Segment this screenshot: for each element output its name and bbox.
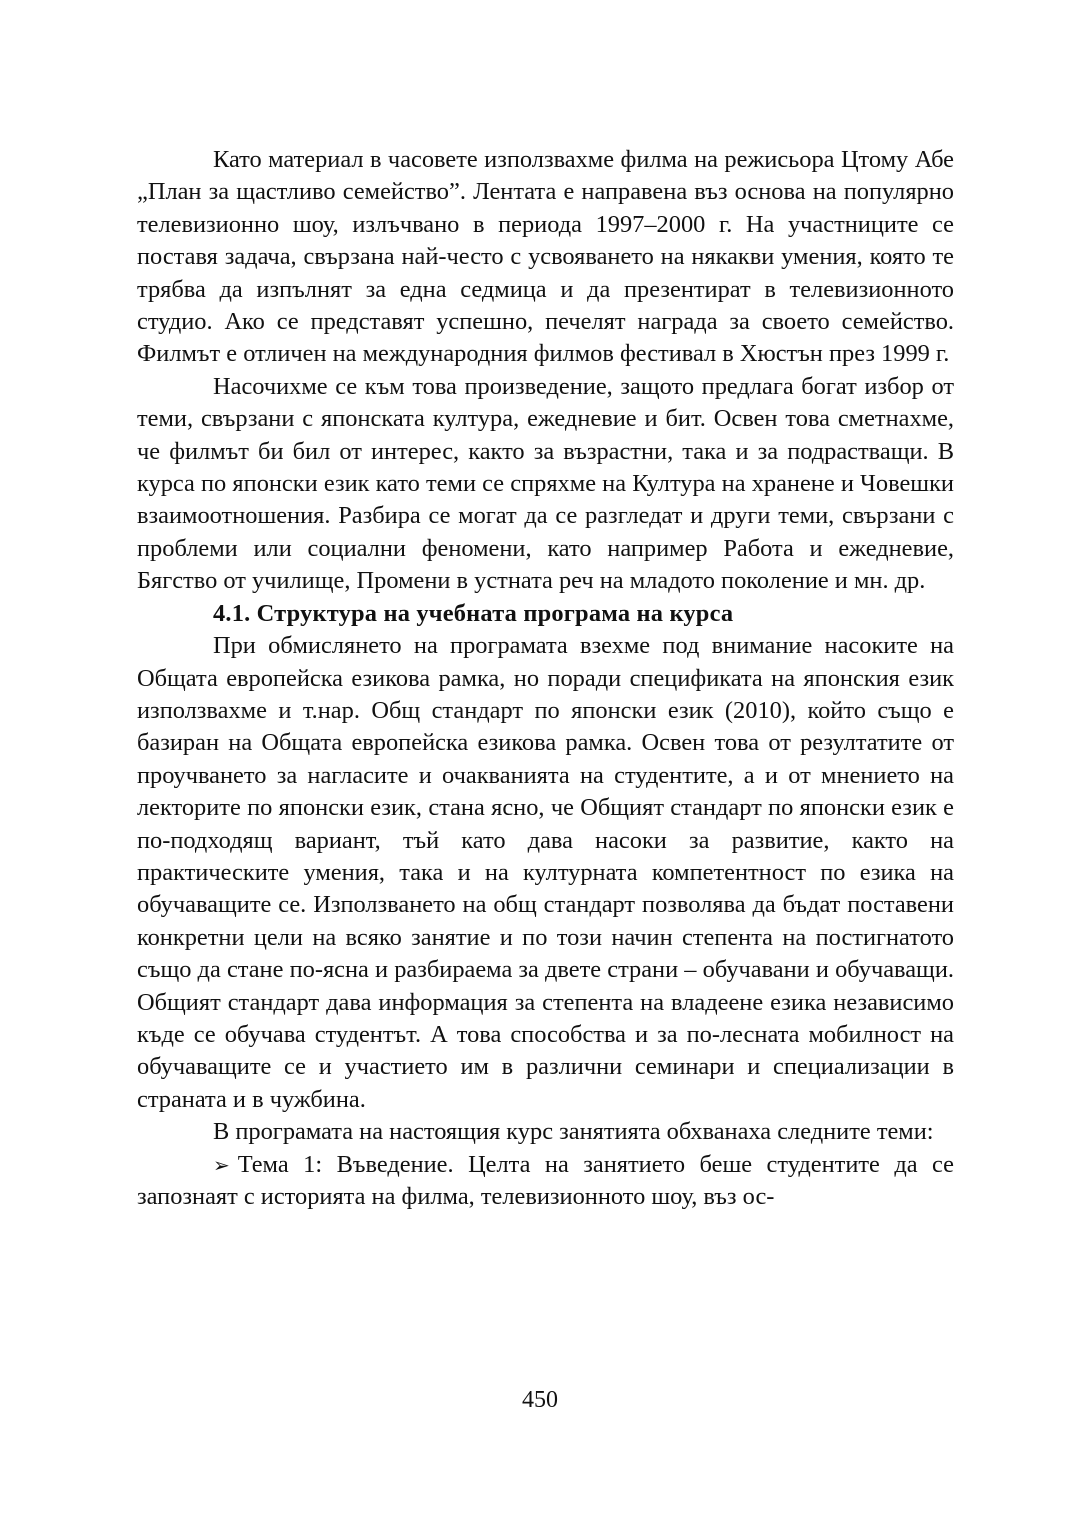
paragraph-course-topics-intro: В програмата на настоящия курс занятията обхванаха следните теми: <box>213 1118 934 1146</box>
page-number: 450 <box>522 1387 558 1413</box>
page-body <box>137 144 954 1213</box>
paragraph-program-design: При обмислянето на програмата взехме под внимание насоките на Общата европейска езикова рамка, но поради спецификата на японския език използвахме и т.нар. Общ стандарт по японски език (2010), който също е базиран на Общата европейска езикова рамка. Освен това от резултатите от проучването за нагласите и очакванията на студентите, а и от мнението на лекторите по японски език, стана ясно, че Общият стандарт по японски език е по-подходящ вариант, тъй като дава насоки за развитие, както на практическите умения, така и на културната компетентност по езика на обучаващите се. Използването на общ стандарт позволява да бъдат поставени конкретни цели на всяко занятие и по този начин степента на постигнатото също да стане по-ясна и разбираема за двете страни – обучавани и обучаващи. Общият стандарт дава информация за степента на владеене езика независимо къде се обучава студентът. А това способства и за по-лесната мобилност на обучаващите се и участието им в различни семинари и специализации в страната и в чужбина. <box>137 632 954 1113</box>
bullet-item-text: Тема 1: Въведение. Целта на занятието беше студентите да се запознаят с историята на филма, телевизионното шоу, въз ос- <box>137 1150 954 1210</box>
paragraph-choice-of-film: Насочихме се към това произведение, защото предлага богат избор от теми, свързани с японската култура, ежедневие и бит. Освен това сметнахме, че филмът би бил от интерес, както за възрастни, така и за подрастващи. В курса по японски език като теми се спряхме на Култура на хранене и Човешки взаимоотношения. Разбира се могат да се разгледат и други теми, свързани с проблеми или социални феномени, като например Работа и ежедневие, Бягство от училище, Промени в устната реч на младото поколение и мн. др. <box>137 372 954 595</box>
section-heading: 4.1. Структура на учебната програма на курса <box>213 599 734 627</box>
paragraph-film-material: Като материал в часовете използвахме филма на режисьора Цтому Абе „План за щастливо семейство”. Лентата е направена въз основа на популярно телевизионно шоу, излъчвано в периода 1997–2000 г. На участниците се поставя задача, свързана най-често с усвояването на някакви умения, която те трябва да изпълнят за една седмица и да презентират в телевизионното студио. Ако се представят успешно, печелят награда за своето семейство. Филмът е отличен на международния филмов фестивал в Хюстън през 1999 г. <box>137 146 954 368</box>
bullet-item-topic-1 <box>137 1149 954 1214</box>
arrow-bullet-icon: ➢ <box>213 1152 230 1177</box>
